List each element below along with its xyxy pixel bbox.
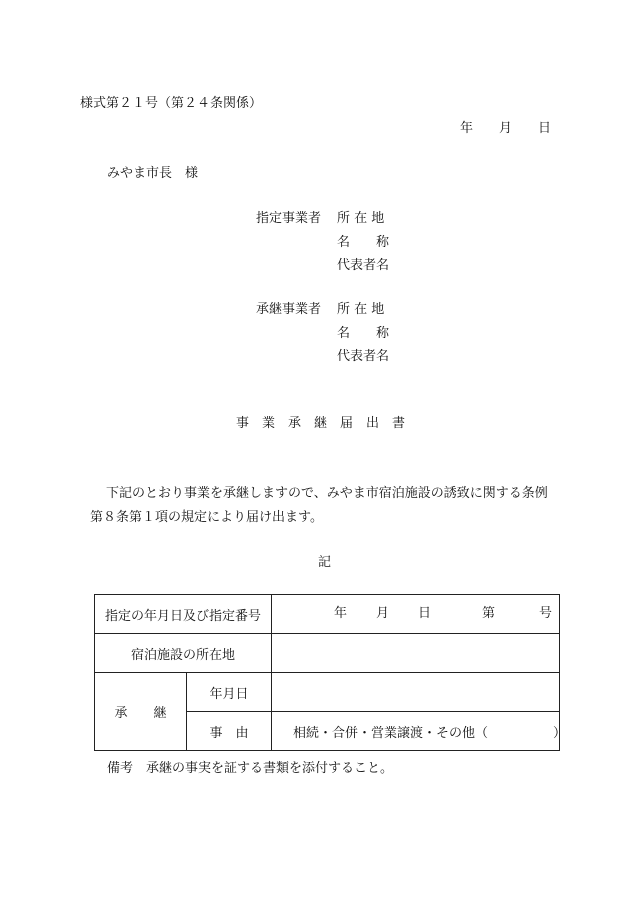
designated-operator-label: 指定事業者 (256, 211, 322, 226)
facility-address-label: 宿泊施設の所在地 (95, 634, 272, 673)
successor-operator-label: 承継事業者 (256, 302, 322, 317)
document-title: 事 業 承 継 届 出 書 (236, 416, 406, 431)
succession-reason-label: 事 由 (187, 712, 272, 751)
remarks-note: 備考 承継の事実を証する書類を添付すること。 (107, 761, 394, 776)
body-text-line1: 下記のとおり事業を承継しますので、みやま市宿泊施設の誘致に関する条例 (106, 486, 548, 501)
successor-address-label: 所 在 地 (337, 302, 385, 317)
facility-address-field (272, 634, 560, 673)
succession-date-field (272, 673, 560, 712)
designation-date-number-field (272, 595, 560, 634)
dai-label: 第 (482, 606, 496, 621)
succession-date-label: 年月日 (187, 673, 272, 712)
ki-heading: 記 (318, 555, 332, 570)
table-row-succession-date (95, 673, 560, 712)
year-label: 年 (334, 606, 348, 621)
form-number: 様式第２１号（第２４条関係） (80, 96, 263, 111)
successor-name-label: 名 称 (337, 326, 390, 341)
designation-date-number-label: 指定の年月日及び指定番号 (95, 595, 272, 634)
designated-representative-label: 代表者名 (337, 258, 390, 273)
addressee: みやま市長 様 (107, 166, 199, 181)
successor-representative-label: 代表者名 (337, 349, 390, 364)
date-line: 年 月 日 (460, 121, 552, 136)
body-text-line2: 第８条第１項の規定により届け出ます。 (90, 510, 323, 525)
designated-name-label: 名 称 (337, 235, 390, 250)
month-label: 月 (376, 606, 390, 621)
go-label: 号 (539, 606, 553, 621)
designated-address-label: 所 在 地 (337, 211, 385, 226)
succession-details-table (94, 594, 567, 751)
table-row-facility-address (95, 634, 560, 673)
succession-label: 承 継 (95, 673, 187, 751)
succession-reason-options: 相続・合併・営業譲渡・その他（ ） (272, 712, 560, 751)
day-label: 日 (418, 606, 432, 621)
table-row-designation (95, 595, 560, 634)
